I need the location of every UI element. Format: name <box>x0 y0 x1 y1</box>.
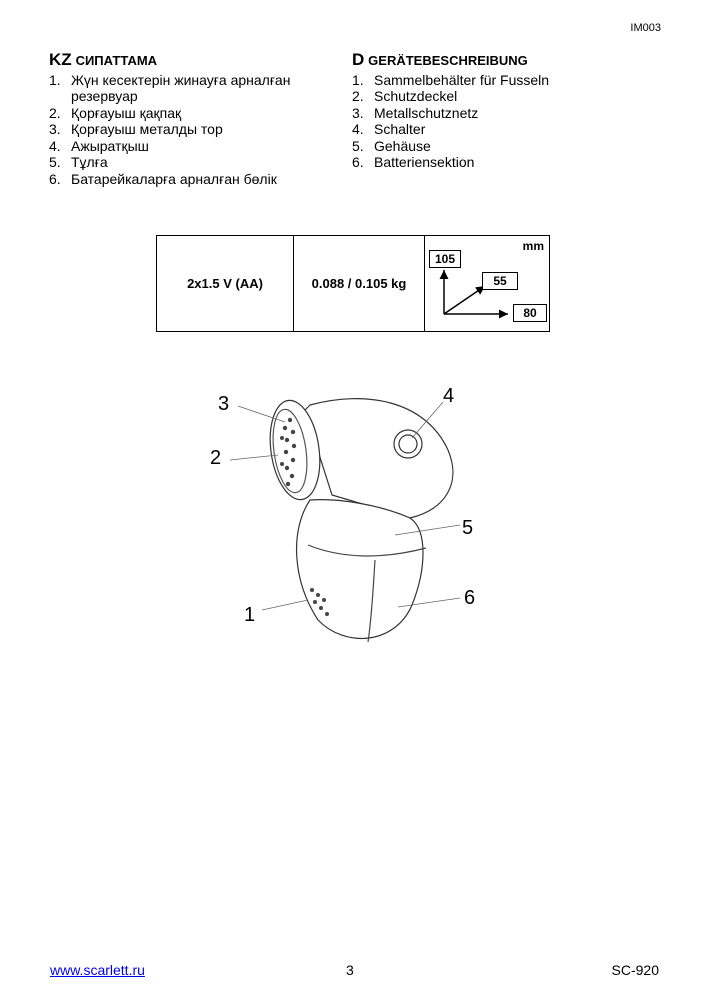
list-item: 3. Metallschutznetz <box>352 104 479 121</box>
weight-spec: 0.088 / 0.105 kg <box>294 236 425 331</box>
kz-parts-list <box>49 72 339 188</box>
callout-label: 6 <box>464 587 476 609</box>
callout-label: 1 <box>244 604 256 626</box>
list-item: 6. Batteriensektion <box>352 154 475 170</box>
de-heading <box>352 52 642 70</box>
callout-label: 5 <box>462 517 474 539</box>
page-number: 3 <box>346 962 354 978</box>
kz-description-section <box>49 52 339 187</box>
model-number: SC-920 <box>611 962 659 978</box>
dimension-unit: mm <box>522 239 544 253</box>
list-item: 6. Батарейкаларға арналған бөлік <box>49 170 277 187</box>
callout-label: 4 <box>443 385 455 407</box>
list-item: 5. Тұлға <box>49 154 108 170</box>
spec-table <box>156 235 550 332</box>
de-description-section <box>352 52 642 171</box>
list-item: 5. Gehäuse <box>352 137 431 154</box>
battery-spec: 2x1.5 V (AA) <box>157 236 294 331</box>
dimension-height: 105 <box>429 250 461 268</box>
de-lang-code: D <box>352 50 365 69</box>
website-link[interactable]: www.scarlett.ru <box>50 962 145 978</box>
list-item: 1. Sammelbehälter für Fusseln <box>352 71 550 88</box>
dimension-depth: 55 <box>482 272 518 290</box>
kz-lang-code: KZ <box>49 50 72 69</box>
document-code: IM003 <box>630 22 661 34</box>
list-item: 2. Қорғауыш қақпақ <box>49 104 182 121</box>
dimensions-cell <box>425 236 549 331</box>
list-item: 2. Schutzdeckel <box>352 88 458 104</box>
de-title: GERÄTEBESCHREIBUNG <box>368 53 528 68</box>
kz-title: СИПАТТАМА <box>75 53 158 68</box>
callout-label: 2 <box>210 447 222 469</box>
list-item: 3. Қорғауыш металды тор <box>49 121 223 137</box>
callout-label: 3 <box>218 393 230 415</box>
list-item: 1. Жүн кесектерін жинауға арналған резервуар <box>49 71 291 104</box>
list-item: 4. Schalter <box>352 121 426 137</box>
list-item: 4. Ажыратқыш <box>49 137 149 154</box>
kz-heading <box>49 52 339 70</box>
dimension-width: 80 <box>513 304 547 322</box>
de-parts-list <box>352 72 642 171</box>
